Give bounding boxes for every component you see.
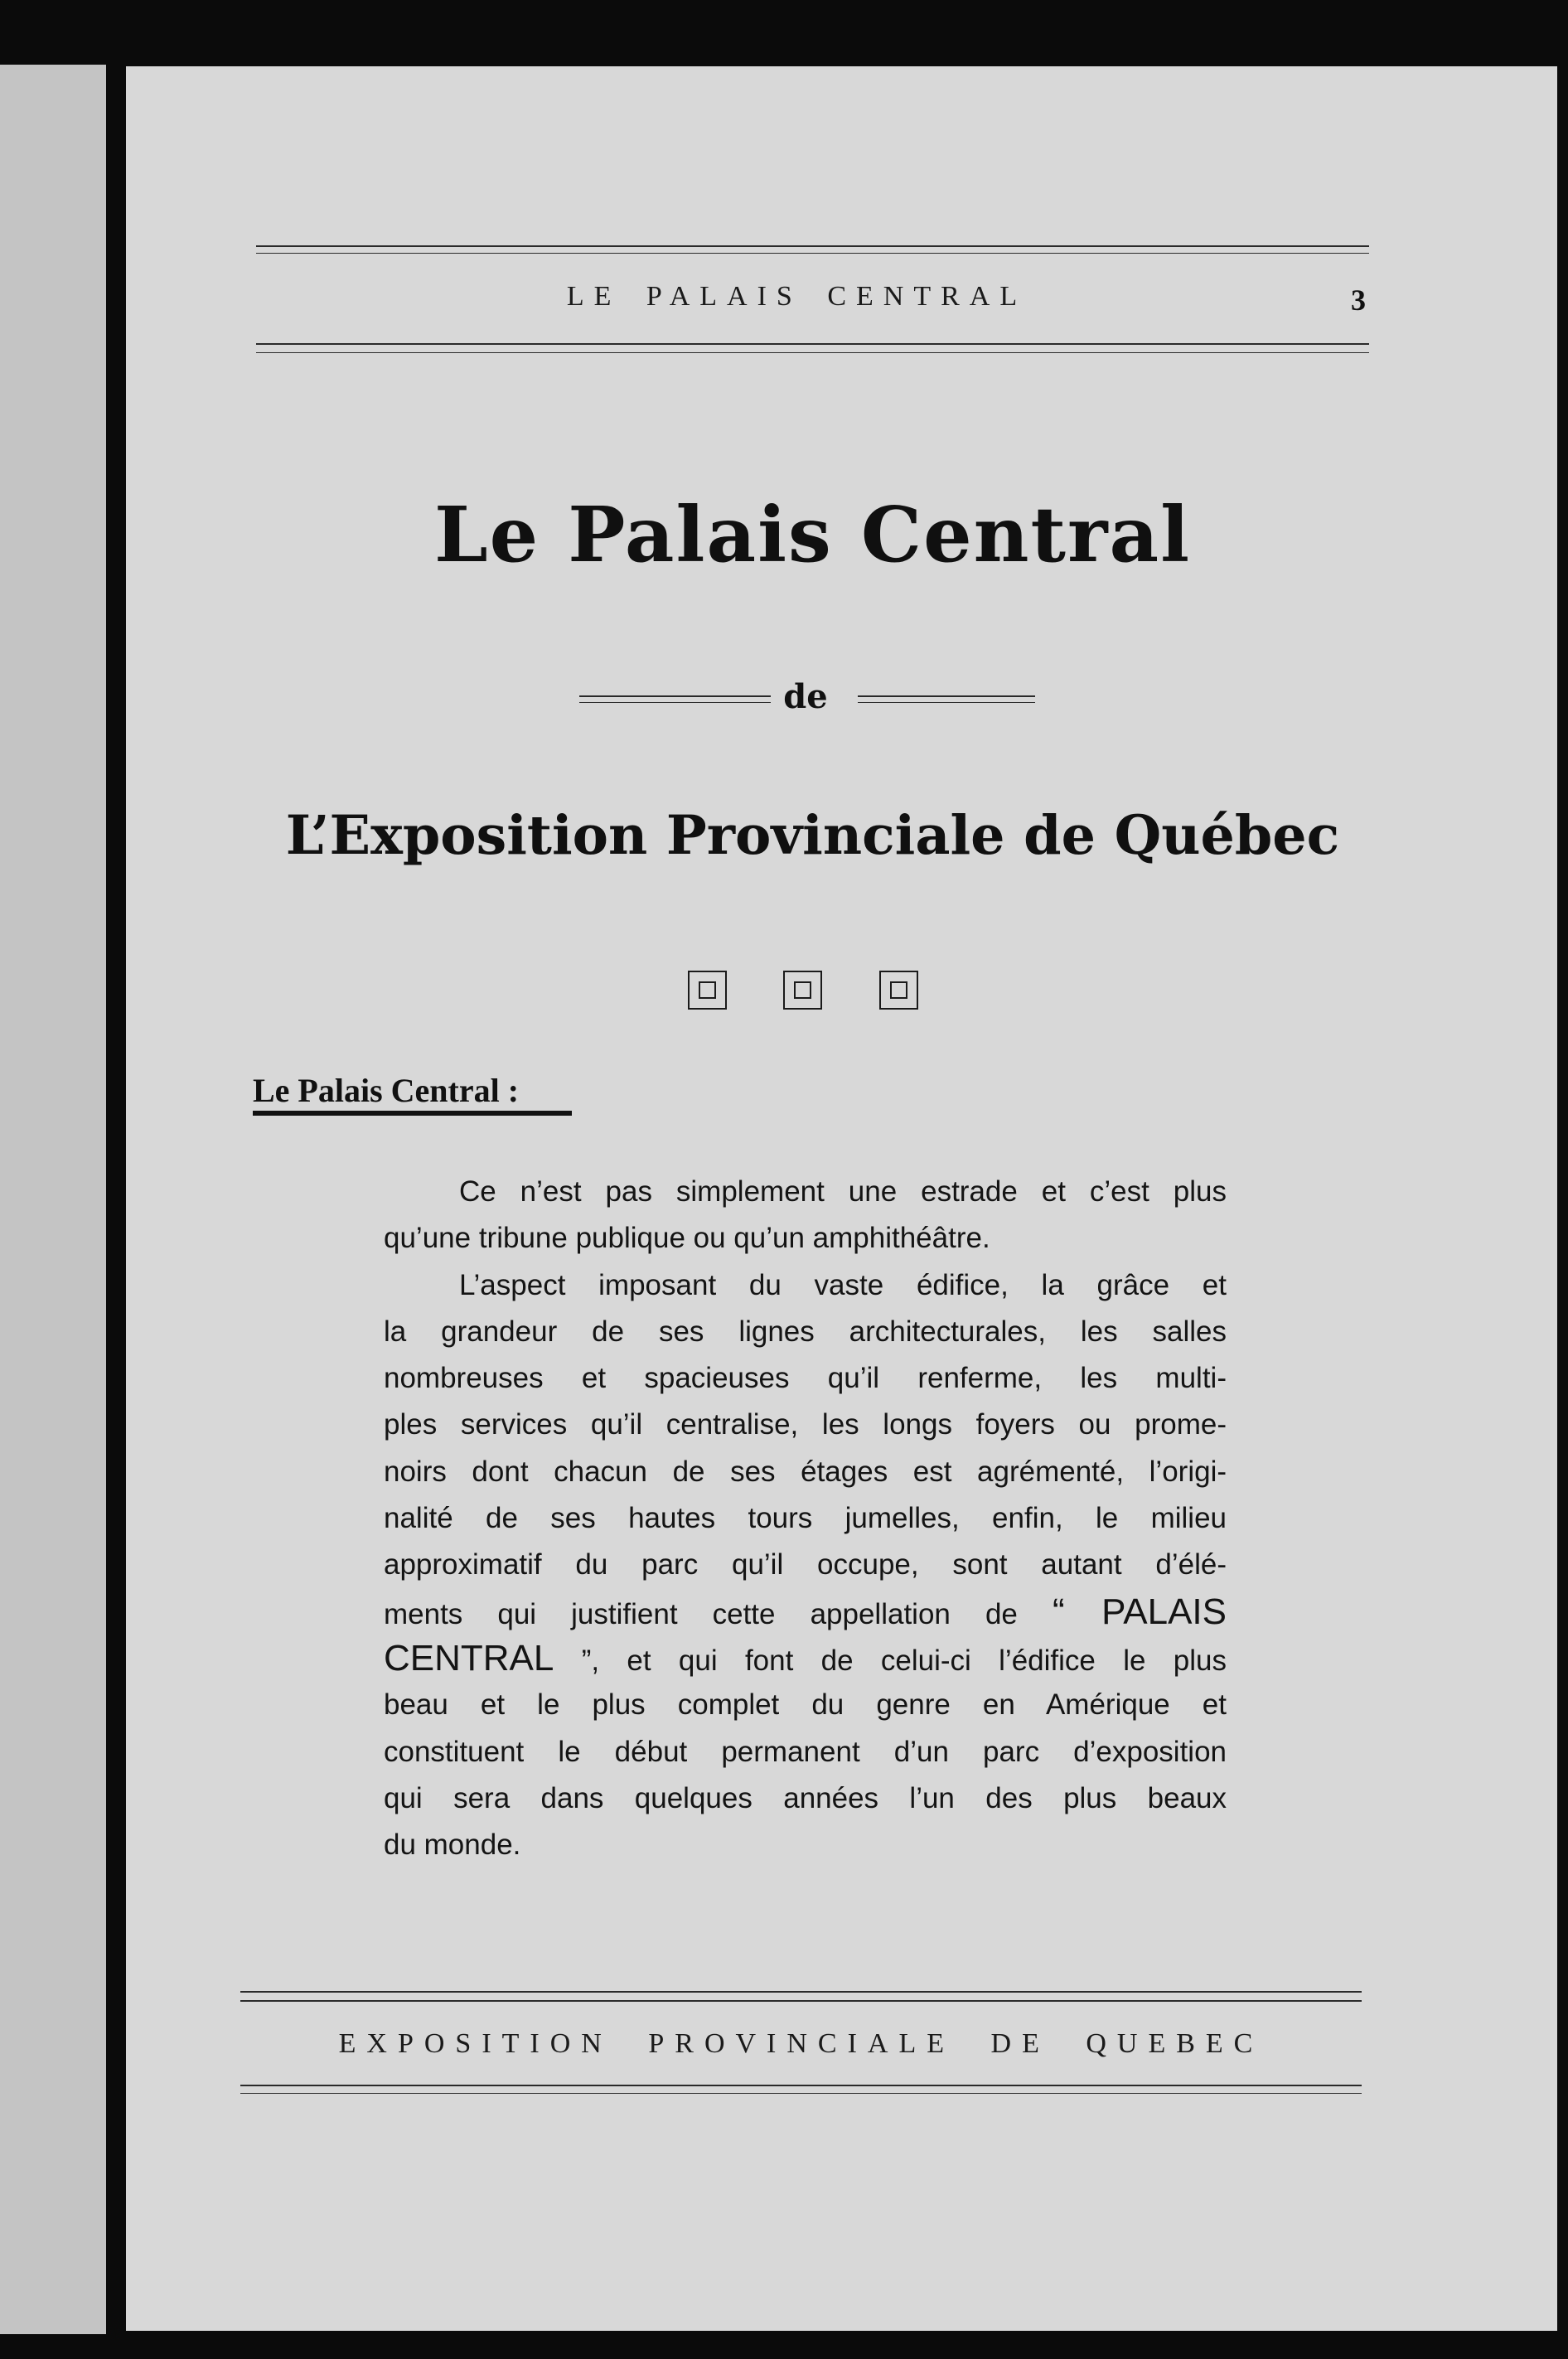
ornament-square-icon xyxy=(688,971,727,1010)
body-line-text: ”, et qui font de celui-ci l’édifice le plus xyxy=(581,1644,1227,1677)
body-line: noirs dont chacun de ses étages est agrémenté, l’origi- xyxy=(384,1455,1227,1488)
body-line: approximatif du parc qu’il occupe, sont autant d’élé- xyxy=(384,1548,1227,1582)
header-bottom-rule-thin xyxy=(256,352,1369,353)
connector-right-rule-thin xyxy=(858,702,1035,703)
footer-top-rule-second xyxy=(240,2000,1362,2002)
page-title: Le Palais Central xyxy=(433,490,1192,579)
connector-left-rule xyxy=(579,695,771,697)
body-line xyxy=(384,1589,1227,1635)
body-line: nombreuses et spacieuses qu’il renferme, les multi- xyxy=(384,1362,1227,1395)
body-line: ples services qu’il centralise, les longs foyers ou prome- xyxy=(384,1408,1227,1441)
page-number: 3 xyxy=(1351,283,1366,317)
footer-title: EXPOSITION PROVINCIALE DE QUEBEC xyxy=(338,2028,1264,2059)
body-line: qu’une tribune publique ou qu’un amphithéâtre. xyxy=(384,1222,990,1255)
header-bottom-rule xyxy=(256,343,1369,345)
body-line: constituent le début permanent d’un parc d’exposition xyxy=(384,1735,1227,1768)
running-title: LE PALAIS CENTRAL xyxy=(566,281,1028,312)
body-line: Ce n’est pas simplement une estrade et c’est plus xyxy=(459,1175,1227,1208)
ornament-inner-square xyxy=(699,981,716,999)
ornament-square-icon xyxy=(879,971,918,1010)
body-line: beau et le plus complet du genre en Amérique et xyxy=(384,1688,1227,1722)
ornament-inner-square xyxy=(890,981,907,999)
adjacent-page-edge xyxy=(0,65,106,2334)
connector-right-rule xyxy=(858,695,1035,697)
emphasized-name: “ PALAIS xyxy=(1052,1591,1227,1632)
body-paragraph xyxy=(384,1169,1227,1868)
header-top-rule xyxy=(256,245,1369,247)
header-top-rule-thin xyxy=(256,253,1369,254)
ornament-inner-square xyxy=(794,981,811,999)
connector-left-rule-thin xyxy=(579,702,771,703)
body-line: du monde. xyxy=(384,1829,521,1862)
section-heading-underline xyxy=(253,1111,572,1116)
body-line-text: ments qui justifient cette appellation de xyxy=(384,1597,1018,1630)
body-line: qui sera dans quelques années l’un des plus beaux xyxy=(384,1781,1227,1814)
footer-top-rule xyxy=(240,1991,1362,1993)
page-subtitle: L’Exposition Provinciale de Québec xyxy=(285,804,1340,867)
emphasized-name: CENTRAL xyxy=(384,1637,554,1678)
title-connector: de xyxy=(783,677,828,716)
footer-bottom-rule xyxy=(240,2085,1362,2086)
body-line: nalité de ses hautes tours jumelles, enfin, le milieu xyxy=(384,1502,1227,1535)
body-line xyxy=(384,1635,1227,1682)
body-line: L’aspect imposant du vaste édifice, la grâce et xyxy=(459,1268,1227,1301)
body-line: la grandeur de ses lignes architecturales, les salles xyxy=(384,1315,1227,1348)
footer-bottom-rule-thin xyxy=(240,2093,1362,2094)
section-heading: Le Palais Central : xyxy=(253,1072,520,1109)
ornament-square-icon xyxy=(783,971,822,1010)
